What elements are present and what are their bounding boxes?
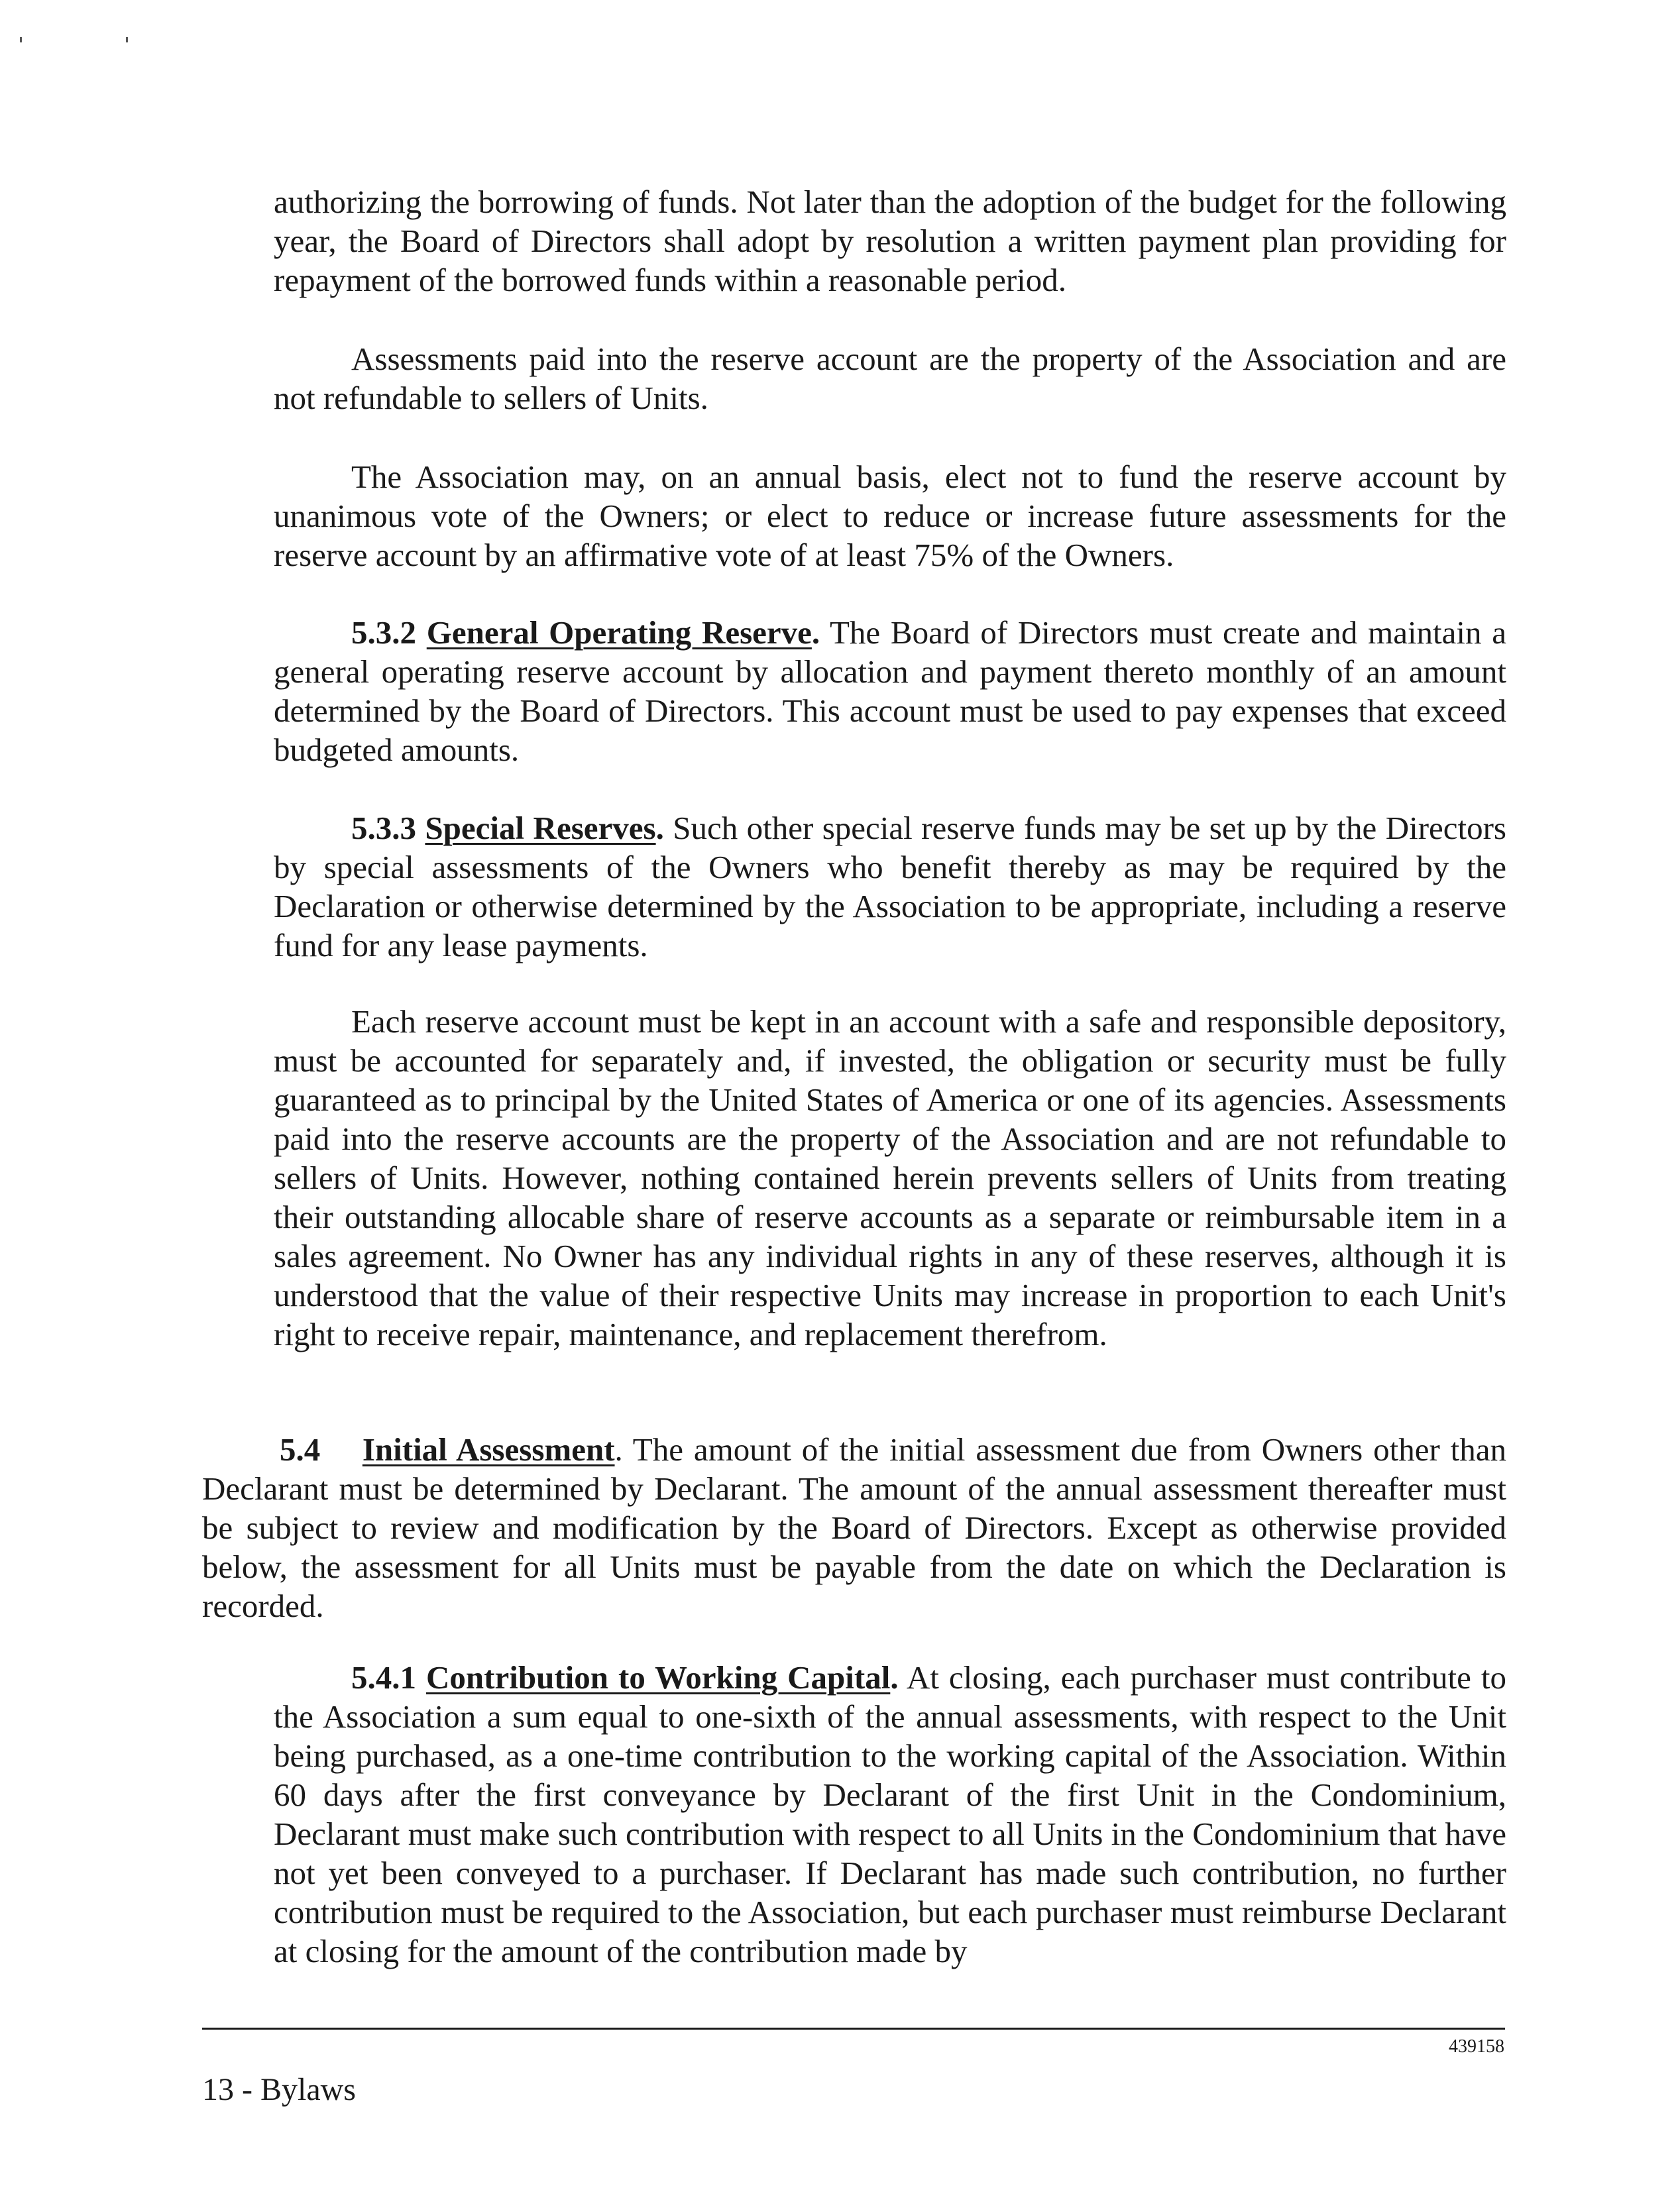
document-number: 439158 xyxy=(1449,2036,1504,2057)
section-body: The Board of Directors must create and maintain a general operating reserve account by allocation and payment thereto monthly of an amount determined by the Board of Directors. This account must be used to pay expenses that exceed budgeted amounts. xyxy=(274,614,1507,768)
footer-divider xyxy=(202,2028,1505,2030)
scan-artifact-mark xyxy=(126,37,128,42)
section-5-3-2-general-operating-reserve: 5.3.2 General Operating Reserve. The Board of Directors must create and maintain a general operating reserve account by allocation and payment thereto monthly of an amount determined by the Board of Directors. This account must be used to pay expenses that exceed budgeted amounts. xyxy=(274,614,1507,768)
paragraph-reserve-property: Assessments paid into the reserve account are the property of the Association and are not refundable to sellers of Units. xyxy=(274,341,1506,416)
section-number: 5.3.2 xyxy=(351,614,416,651)
section-body: At closing, each purchaser must contribute to the Association a sum equal to one-sixth of the annual assessments, with respect to the Unit being purchased, as a one-time contribution to the working capital of the Association. Within 60 days after the first conveyance by Declarant of the first Unit in the Condominium, Declarant must make such contribution with respect to all Units in the Condominium that have not yet been conveyed to a purchaser. If Declarant has made such contribution, no further contribution must be required to the Association, but each purchaser must reimburse Declarant at closing for the amount of the contribution made by xyxy=(274,1659,1506,1969)
section-5-4-1-contribution-to-working-capital: 5.4.1 Contribution to Working Capital. At closing, each purchaser must contribute to the Association a sum equal to one-sixth of the annual assessments, with respect to the Unit being purchased, as a one-time contribution to the working capital of the Association. Within 60 days after the first conveyance by Declarant of the first Unit in the Condominium, Declarant must make such contribution with respect to all Units in the Condominium that have not yet been conveyed to a purchaser. If Declarant has made such contribution, no further contribution must be required to the Association, but each purchaser must reimburse Declarant at closing for the amount of the contribution made by xyxy=(274,1659,1506,1969)
section-title: Special Reserves xyxy=(425,810,656,846)
section-body: Such other special reserve funds may be set up by the Directors by special assessments of the Owners who benefit thereby as may be required by the Declaration or otherwise determined by the Association to be appropriate, including a reserve fund for any lease payments. xyxy=(274,810,1507,963)
section-5-3-3-special-reserves: 5.3.3 Special Reserves. Such other special reserve funds may be set up by the Directors by special assessments of the Owners who benefit thereby as may be required by the Declaration or otherwise determined by the Association to be appropriate, including a reserve fund for any lease payments. xyxy=(274,810,1507,963)
section-5-4-initial-assessment xyxy=(202,1430,1506,1625)
section-title: Contribution to Working Capital xyxy=(426,1659,891,1696)
section-title: General Operating Reserve xyxy=(426,614,812,651)
page-footer-label: 13 - Bylaws xyxy=(202,2072,356,2107)
section-body: . The amount of the initial assessment due from Owners other than Declarant must be determined by Declarant. The amount of the annual assessment thereafter must be subject to review and modification by the Board of Directors. Except as otherwise provided below, the assessment for all Units must be payable from the date on which the Declaration is recorded. xyxy=(202,1431,1507,1624)
section-number: 5.4 xyxy=(280,1431,321,1468)
paragraph-borrowing-repayment: authorizing the borrowing of funds. Not later than the adoption of the budget for the following year, the Board of Directors shall adopt by resolution a written payment plan providing for repayment of the borrowed funds within a reasonable period. xyxy=(274,184,1506,298)
section-title: Initial Assessment xyxy=(362,1431,615,1468)
paragraph-reserve-funding-vote: The Association may, on an annual basis, elect not to fund the reserve account by unanimous vote of the Owners; or elect to reduce or increase future assessments for the reserve account by an affirmative vote of at least 75% of the Owners. xyxy=(274,459,1506,573)
scan-artifact-mark xyxy=(20,37,22,42)
paragraph-reserve-account-depository: Each reserve account must be kept in an account with a safe and responsible depository, must be accounted for separately and, if invested, the obligation or security must be fully guaranteed as to principal by the United States of America or one of its agencies. Assessments paid into the reserve accounts are the property of the Association and are not refundable to sellers of Units. However, nothing contained herein prevents sellers of Units from treating their outstanding allocable share of reserve accounts as a separate or reimbursable item in a sales agreement. No Owner has any individual rights in any of these reserves, although it is understood that the value of their respective Units may increase in proportion to each Unit's right to receive repair, maintenance, and replacement therefrom. xyxy=(274,1003,1506,1352)
section-number: 5.3.3 xyxy=(351,810,416,846)
section-number: 5.4.1 xyxy=(351,1659,416,1696)
